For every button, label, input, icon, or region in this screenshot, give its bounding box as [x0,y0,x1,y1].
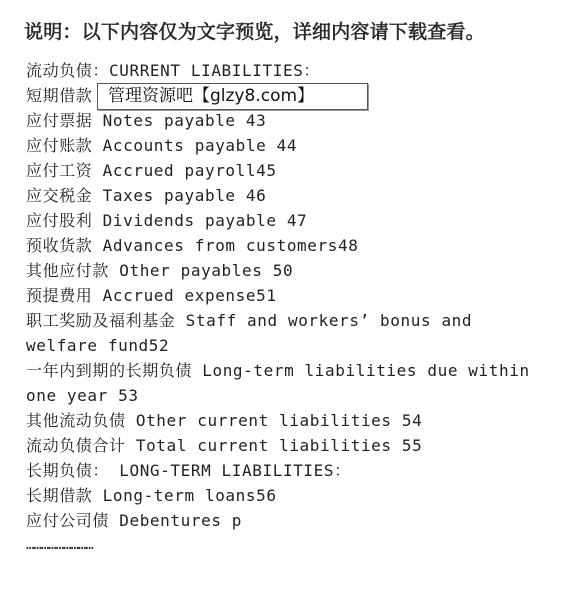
text-line: 应付账款 Accounts payable 44 [26,136,298,155]
text-line: 应交税金 Taxes payable 46 [26,186,267,205]
watermark-label: 管理资源吧【glzy8.com】 [97,83,368,110]
text-line: 其他流动负债 Other current liabilities 54 [26,411,423,430]
text-line: 其他应付款 Other payables 50 [26,261,294,280]
text-line: 职工奖励及福利基金 Staff and workers’ bonus and [26,311,473,330]
text-line: 应付股利 Dividends payable 47 [26,211,308,230]
text-line: one year 53 [26,386,139,405]
text-line: 流动负债：CURRENT LIABILITIES： [26,61,321,80]
text-line: 应付票据 Notes payable 43 [26,111,267,130]
text-line: 预收货款 Advances from customers48 [26,236,359,255]
text-line: 流动负债合计 Total current liabilities 55 [26,436,423,455]
text-line: 长期负债： LONG-TERM LIABILITIES： [26,461,351,480]
text-line: 应付公司债 Debentures p [26,511,243,530]
text-line: 应付工资 Accrued payroll45 [26,161,277,180]
text-line: 短期借款 [26,86,93,105]
preview-notice: 说明：以下内容仅为文字预览，详细内容请下载查看。 [24,21,485,43]
document-body [26,58,556,558]
text-line: welfare fund52 [26,336,170,355]
ellipsis: ……………………… [26,537,93,553]
text-line: 一年内到期的长期负债 Long-term liabilities due within [26,361,530,380]
text-line: 长期借款 Long-term loans56 [26,486,277,505]
text-line: 预提费用 Accrued expense51 [26,286,277,305]
